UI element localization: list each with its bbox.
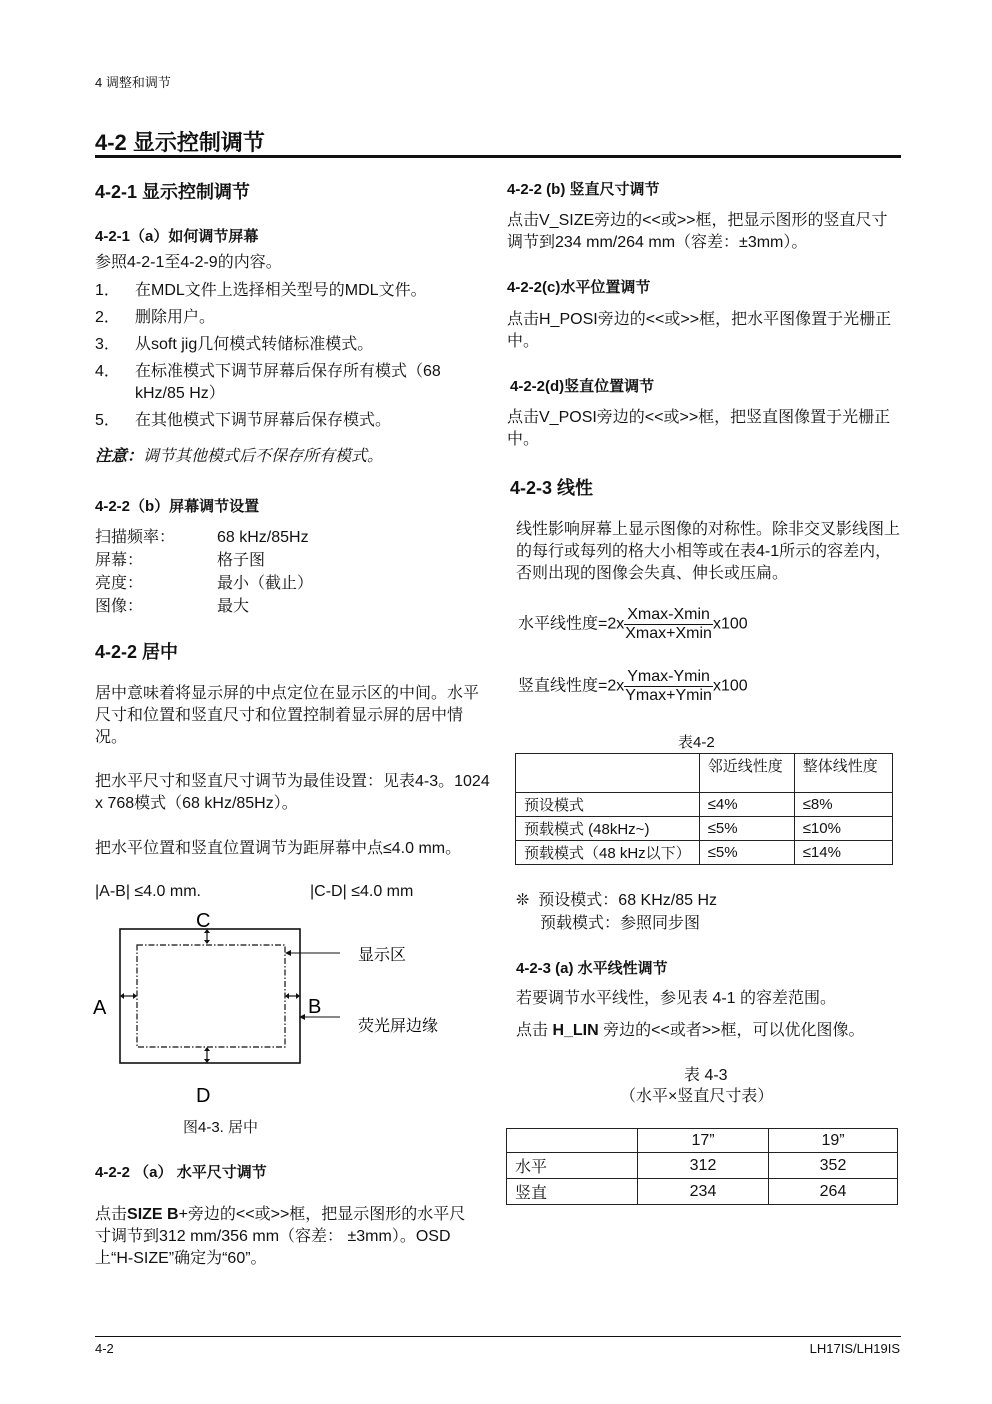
centering-paragraph-2: 把水平尺寸和竖直尺寸调节为最佳设置：见表4-3。1024 x 768模式（68 kHz/85Hz）。 <box>95 773 490 812</box>
section-4-2-2d-heading: 4-2-2(d)竖直位置调节 <box>510 378 655 395</box>
section-4-2-3-heading: 4-2-3 线性 <box>510 478 594 498</box>
vposi-paragraph: 点击V_POSI旁边的<<或>>框，把竖直图像置于光栅正中。 <box>507 409 891 448</box>
asterisk-icon: ❊ <box>516 892 530 909</box>
section-4-2-1a-heading: 4-2-1（a）如何调节屏幕 <box>95 228 259 245</box>
list-item: 3． 从soft jig几何模式转储标准模式。 <box>95 336 374 353</box>
figure-caption: 图4-3. 居中 <box>183 1119 259 1136</box>
settings-list <box>95 527 313 619</box>
bezel-edge-label: 荧光屏边缘 <box>358 1018 439 1035</box>
list-item: 5． 在其他模式下调节屏幕后保存模式。 <box>95 412 392 429</box>
settings-row: 屏幕： 格子图 <box>95 552 266 569</box>
preset-note: ❊ 预设模式：68 KHz/85 Hz <box>516 892 718 909</box>
ab-tolerance: |A-B| ≤4.0 mm. <box>95 883 201 900</box>
hposi-paragraph: 点击H_POSI旁边的<<或>>框，把水平图像置于光栅正中。 <box>507 311 892 350</box>
section-4-2-3a-heading: 4-2-3 (a) 水平线性调节 <box>516 960 668 977</box>
title-rule <box>95 155 901 158</box>
table-row: 邻近线性度 整体线性度 <box>516 754 893 793</box>
section-4-2-2b-heading: 4-2-2（b）屏幕调节设置 <box>95 498 260 515</box>
centering-diagram <box>85 905 465 1110</box>
list-item: 4． 在标准模式下调节屏幕后保存所有模式（68 kHz/85 Hz） <box>95 363 441 402</box>
table-4-3 <box>506 1128 898 1205</box>
preload-note: 预载模式：参照同步图 <box>540 915 701 932</box>
hsize-paragraph: 点击SIZE B+旁边的<<或>>框，把显示图形的水平尺寸调节到312 mm/356 mm（容差： ±3mm）。OSD上“H-SIZE”确定为“60”。 <box>95 1206 466 1267</box>
footer-model: LH17IS/LH19IS <box>809 1341 900 1356</box>
cd-tolerance: |C-D| ≤4.0 mm <box>310 883 414 900</box>
hlin-paragraph-2: 点击 H_LIN 旁边的<<或者>>框，可以优化图像。 <box>516 1022 865 1039</box>
table-row: 预载模式 (48kHz~) ≤5% ≤10% <box>516 817 893 841</box>
table-row: 水平 312 352 <box>507 1153 898 1179</box>
section-4-2-2b-vsize-heading: 4-2-2 (b) 竖直尺寸调节 <box>507 181 660 198</box>
steps-list <box>95 280 490 437</box>
section-4-2-2-heading: 4-2-2 居中 <box>95 642 179 662</box>
label-b: B <box>308 996 322 1018</box>
section-4-2-2c-heading: 4-2-2(c)水平位置调节 <box>507 279 651 296</box>
bezel-outline <box>120 929 300 1063</box>
centering-paragraph-1: 居中意味着将显示屏的中点定位在显示区的中间。水平尺寸和位置和竖直尺寸和位置控制着显示屏的居中情况。 <box>95 685 480 746</box>
chapter-header: 4 调整和调节 <box>95 75 171 90</box>
note: 注意：调节其他模式后不保存所有模式。 <box>95 448 384 465</box>
table-row: 17” 19” <box>507 1129 898 1153</box>
table-4-2-caption: 表4-2 <box>678 734 715 751</box>
footer-rule <box>95 1336 901 1337</box>
label-d: D <box>196 1085 211 1107</box>
table-row: 预载模式（48 kHz以下） ≤5% ≤14% <box>516 841 893 865</box>
centering-paragraph-3: 把水平位置和竖直位置调节为距屏幕中点≤4.0 mm。 <box>95 840 462 857</box>
settings-row: 图像： 最大 <box>95 598 250 615</box>
footer-page-number: 4-2 <box>95 1341 114 1356</box>
table-row: 预设模式 ≤4% ≤8% <box>516 793 893 817</box>
v-linearity-formula: 竖直线性度=2x $\frac{Ymax-Ymin}{Ymax+Ymin}$ x100 <box>518 668 748 704</box>
table-row: 竖直 234 264 <box>507 1179 898 1205</box>
label-c: C <box>196 910 211 932</box>
display-area-label: 显示区 <box>358 947 407 964</box>
h-linearity-formula: 水平线性度=2x $\frac{Xmax-Xmin}{Xmax+Xmin}$ x100 <box>518 606 748 642</box>
table-4-2 <box>515 753 893 865</box>
display-area-outline <box>137 945 285 1047</box>
section-4-2-1a-intro: 参照4-2-1至4-2-9的内容。 <box>95 254 282 271</box>
table-4-3-caption: 表 4-3 <box>684 1067 728 1084</box>
list-item: 2． 删除用户。 <box>95 309 216 326</box>
page-title: 4-2 显示控制调节 <box>95 130 265 155</box>
settings-row: 扫描频率： 68 kHz/85Hz <box>95 529 309 546</box>
hlin-paragraph-1: 若要调节水平线性，参见表 4-1 的容差范围。 <box>516 990 837 1007</box>
list-item: 1． 在MDL文件上选择相关型号的MDL文件。 <box>95 282 427 299</box>
section-4-2-1-heading: 4-2-1 显示控制调节 <box>95 182 251 202</box>
settings-row: 亮度： 最小（截止） <box>95 575 314 592</box>
vsize-paragraph: 点击V_SIZE旁边的<<或>>框，把显示图形的竖直尺寸调节到234 mm/264 mm（容差：±3mm）。 <box>507 212 888 251</box>
table-4-3-subcaption: （水平×竖直尺寸表） <box>620 1088 774 1105</box>
section-4-2-2a-heading: 4-2-2 （a） 水平尺寸调节 <box>95 1164 267 1181</box>
linearity-paragraph: 线性影响屏幕上显示图像的对称性。除非交叉影线图上的每行或每列的格大小相等或在表4-1所示的容差内，否则出现的图像会失真、伸长或压扁。 <box>516 521 901 582</box>
label-a: A <box>93 997 107 1019</box>
